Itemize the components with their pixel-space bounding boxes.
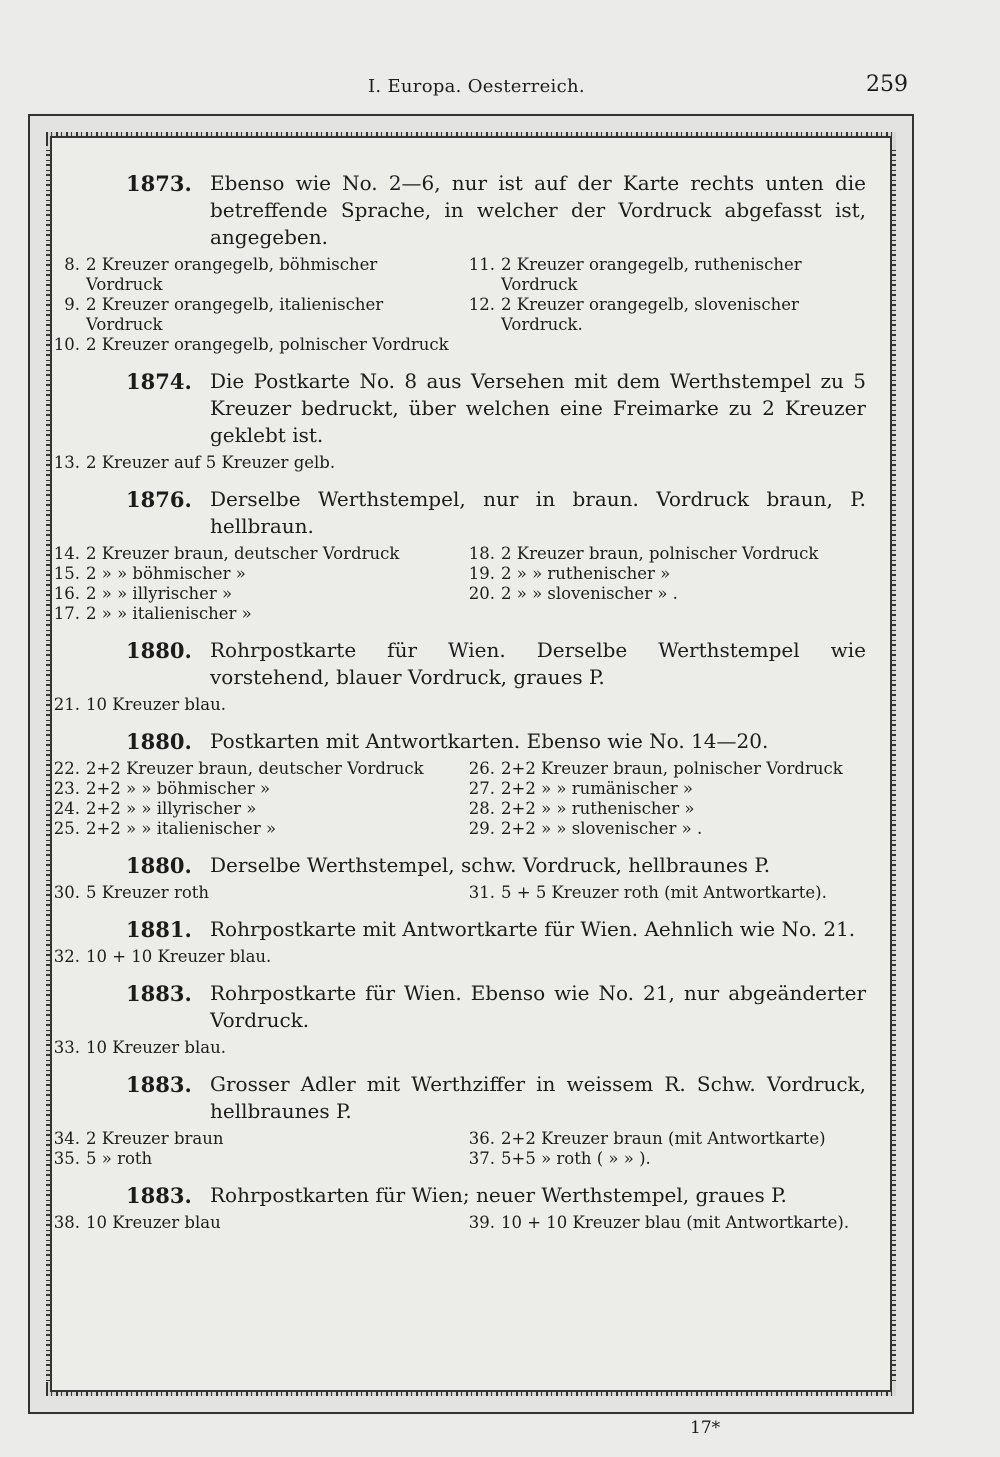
- catalog-section: [46, 728, 866, 839]
- item-number: 15.: [53, 564, 80, 583]
- item-number: 16.: [53, 584, 80, 603]
- section-year: 1873.: [126, 171, 192, 196]
- catalog-item: [46, 1038, 451, 1058]
- item-number: 10.: [53, 335, 80, 354]
- empty-cell: [461, 695, 866, 715]
- section-description: Grosser Adler mit Werthziffer in weissem R. Schw. Vordruck, hellbraunes P.: [210, 1072, 866, 1123]
- catalog-item: [46, 255, 451, 295]
- item-text: 10 Kreuzer blau.: [86, 1038, 226, 1057]
- catalog-section: [46, 637, 866, 715]
- section-description: Rohrpostkarten für Wien; neuer Werthstempel, graues P.: [210, 1183, 787, 1207]
- catalog-section: [46, 170, 866, 355]
- catalog-item: [461, 1129, 866, 1149]
- item-text: 2 Kreuzer auf 5 Kreuzer gelb.: [86, 453, 336, 472]
- section-heading: [46, 637, 866, 691]
- item-number: 23.: [53, 779, 80, 798]
- page-header: [0, 72, 1000, 102]
- catalog-item: [46, 779, 451, 799]
- section-description: Postkarten mit Antwortkarten. Ebenso wie No. 14—20.: [210, 729, 769, 753]
- item-number: 18.: [468, 544, 495, 563]
- empty-cell: [461, 335, 866, 355]
- item-number: 22.: [53, 759, 80, 778]
- item-text: 2 » » illyrischer »: [86, 584, 233, 603]
- item-text: 2+2 » » slovenischer » .: [501, 819, 703, 838]
- item-list: [46, 1213, 866, 1233]
- item-text: 2+2 » » illyrischer »: [86, 799, 257, 818]
- item-text: 2+2 » » ruthenischer »: [501, 799, 695, 818]
- item-text: 10 + 10 Kreuzer blau.: [86, 947, 272, 966]
- item-list: [46, 1129, 866, 1169]
- item-number: 26.: [468, 759, 495, 778]
- item-number: 31.: [468, 883, 495, 902]
- item-number: 11.: [468, 255, 495, 274]
- item-number: 27.: [468, 779, 495, 798]
- section-heading: [46, 1182, 866, 1209]
- item-number: 35.: [53, 1149, 80, 1168]
- item-number: 13.: [53, 453, 80, 472]
- catalog-item: [46, 695, 451, 715]
- item-text: 2 Kreuzer orangegelb, böhmischer Vordruck: [86, 255, 378, 294]
- item-list: [46, 759, 866, 839]
- catalog-item: [46, 453, 451, 473]
- item-list: [46, 1038, 866, 1058]
- catalog-section: [46, 852, 866, 903]
- section-heading: [46, 368, 866, 449]
- item-number: 24.: [53, 799, 80, 818]
- item-number: 8.: [64, 255, 80, 274]
- section-description: Ebenso wie No. 2—6, nur ist auf der Karte rechts unten die betreffende Sprache, in welcher der Vordruck abgefasst ist, angegeben.: [210, 171, 866, 249]
- item-text: 2 Kreuzer orangegelb, ruthenischer Vordruck: [501, 255, 802, 294]
- section-heading: [46, 916, 866, 943]
- catalog-item: [46, 1129, 451, 1149]
- item-list: [46, 255, 866, 355]
- catalog-item: [461, 295, 866, 335]
- signature-mark: 17*: [690, 1418, 721, 1438]
- section-heading: [46, 980, 866, 1034]
- catalog-item: [461, 584, 866, 604]
- section-description: Derselbe Werthstempel, nur in braun. Vordruck braun, P. hellbraun.: [210, 487, 866, 538]
- catalog-item: [461, 883, 866, 903]
- item-text: 2 Kreuzer orangegelb, slovenischer Vordruck.: [501, 295, 799, 334]
- empty-cell: [461, 947, 866, 967]
- item-text: 2+2 Kreuzer braun (mit Antwortkarte): [501, 1129, 826, 1148]
- catalog-item: [46, 883, 451, 903]
- section-year: 1881.: [126, 917, 192, 942]
- section-year: 1883.: [126, 1072, 192, 1097]
- item-text: 2 » » ruthenischer »: [501, 564, 671, 583]
- item-text: 2 » » slovenischer » .: [501, 584, 678, 603]
- catalog-section: [46, 916, 866, 967]
- catalog-item: [46, 799, 451, 819]
- catalog-item: [46, 947, 451, 967]
- item-text: 2 Kreuzer orangegelb, italienischer Vordruck: [86, 295, 384, 334]
- item-number: 12.: [468, 295, 495, 314]
- catalog-item: [46, 1213, 451, 1233]
- item-number: 33.: [53, 1038, 80, 1057]
- item-number: 14.: [53, 544, 80, 563]
- catalog-item: [461, 779, 866, 799]
- section-year: 1876.: [126, 487, 192, 512]
- catalog-item: [461, 544, 866, 564]
- item-list: [46, 947, 866, 967]
- item-list: [46, 695, 866, 715]
- item-number: 38.: [53, 1213, 80, 1232]
- item-number: 20.: [468, 584, 495, 603]
- item-number: 37.: [468, 1149, 495, 1168]
- section-description: Die Postkarte No. 8 aus Versehen mit dem Werthstempel zu 5 Kreuzer bedruckt, über welchen eine Freimarke zu 2 Kreuzer geklebt ist.: [210, 369, 866, 447]
- catalog-item: [46, 544, 451, 564]
- item-list: [46, 544, 866, 624]
- item-list: [46, 883, 866, 903]
- item-text: 2 Kreuzer orangegelb, polnischer Vordruck: [86, 335, 449, 354]
- catalog-item: [461, 759, 866, 779]
- section-heading: [46, 1071, 866, 1125]
- item-text: 2+2 » » italienischer »: [86, 819, 277, 838]
- catalog-item: [46, 335, 451, 355]
- section-year: 1883.: [126, 1183, 192, 1208]
- item-text: 2 Kreuzer braun: [86, 1129, 224, 1148]
- section-heading: [46, 852, 866, 879]
- item-number: 17.: [53, 604, 80, 623]
- item-number: 25.: [53, 819, 80, 838]
- catalog-section: [46, 486, 866, 624]
- catalog-section: [46, 1182, 866, 1233]
- catalog-item: [46, 1149, 451, 1169]
- section-heading: [46, 170, 866, 251]
- section-year: 1874.: [126, 369, 192, 394]
- item-text: 2 Kreuzer braun, polnischer Vordruck: [501, 544, 819, 563]
- empty-cell: [461, 1038, 866, 1058]
- catalog-item: [461, 1149, 866, 1169]
- page-number: 259: [866, 72, 908, 97]
- item-number: 9.: [64, 295, 80, 314]
- section-description: Derselbe Werthstempel, schw. Vordruck, hellbraunes P.: [210, 853, 771, 877]
- item-number: 32.: [53, 947, 80, 966]
- item-text: 5 » roth: [86, 1149, 153, 1168]
- section-heading: [46, 728, 866, 755]
- item-text: 5 + 5 Kreuzer roth (mit Antwortkarte).: [501, 883, 827, 902]
- item-text: 2+2 » » rumänischer »: [501, 779, 693, 798]
- catalog-item: [461, 819, 866, 839]
- catalog-section: [46, 980, 866, 1058]
- item-text: 10 + 10 Kreuzer blau (mit Antwortkarte).: [501, 1213, 850, 1232]
- item-text: 2+2 » » böhmischer »: [86, 779, 271, 798]
- section-heading: [46, 486, 866, 540]
- item-number: 34.: [53, 1129, 80, 1148]
- section-description: Rohrpostkarte mit Antwortkarte für Wien. Aehnlich wie No. 21.: [210, 917, 856, 941]
- catalog-item: [461, 564, 866, 584]
- item-text: 10 Kreuzer blau: [86, 1213, 221, 1232]
- catalog-section: [46, 368, 866, 473]
- item-list: [46, 453, 866, 473]
- item-text: 2 » » italienischer »: [86, 604, 252, 623]
- section-year: 1883.: [126, 981, 192, 1006]
- empty-cell: [461, 604, 866, 624]
- item-number: 39.: [468, 1213, 495, 1232]
- section-year: 1880.: [126, 638, 192, 663]
- catalog-item: [46, 759, 451, 779]
- item-number: 21.: [53, 695, 80, 714]
- item-text: 2+2 Kreuzer braun, polnischer Vordruck: [501, 759, 843, 778]
- item-number: 36.: [468, 1129, 495, 1148]
- catalog-item: [46, 604, 451, 624]
- item-text: 2+2 Kreuzer braun, deutscher Vordruck: [86, 759, 424, 778]
- item-number: 28.: [468, 799, 495, 818]
- catalog-item: [46, 584, 451, 604]
- catalog-item: [461, 255, 866, 295]
- catalog-section: [46, 1071, 866, 1169]
- item-text: 5+5 » roth ( » » ).: [501, 1149, 651, 1168]
- item-number: 19.: [468, 564, 495, 583]
- section-description: Rohrpostkarte für Wien. Derselbe Werthstempel wie vorstehend, blauer Vordruck, graues P.: [210, 638, 866, 689]
- running-head: I. Europa. Oesterreich.: [368, 76, 585, 97]
- catalog-item: [46, 564, 451, 584]
- item-text: 2 Kreuzer braun, deutscher Vordruck: [86, 544, 400, 563]
- item-number: 29.: [468, 819, 495, 838]
- section-year: 1880.: [126, 729, 192, 754]
- section-description: Rohrpostkarte für Wien. Ebenso wie No. 21, nur abgeänderter Vordruck.: [210, 981, 866, 1032]
- item-text: 5 Kreuzer roth: [86, 883, 210, 902]
- item-text: 10 Kreuzer blau.: [86, 695, 226, 714]
- catalog-item: [461, 1213, 866, 1233]
- catalog-content: [46, 170, 866, 1246]
- catalog-item: [46, 819, 451, 839]
- item-number: 30.: [53, 883, 80, 902]
- catalog-item: [46, 295, 451, 335]
- catalog-item: [461, 799, 866, 819]
- empty-cell: [461, 453, 866, 473]
- section-year: 1880.: [126, 853, 192, 878]
- item-text: 2 » » böhmischer »: [86, 564, 246, 583]
